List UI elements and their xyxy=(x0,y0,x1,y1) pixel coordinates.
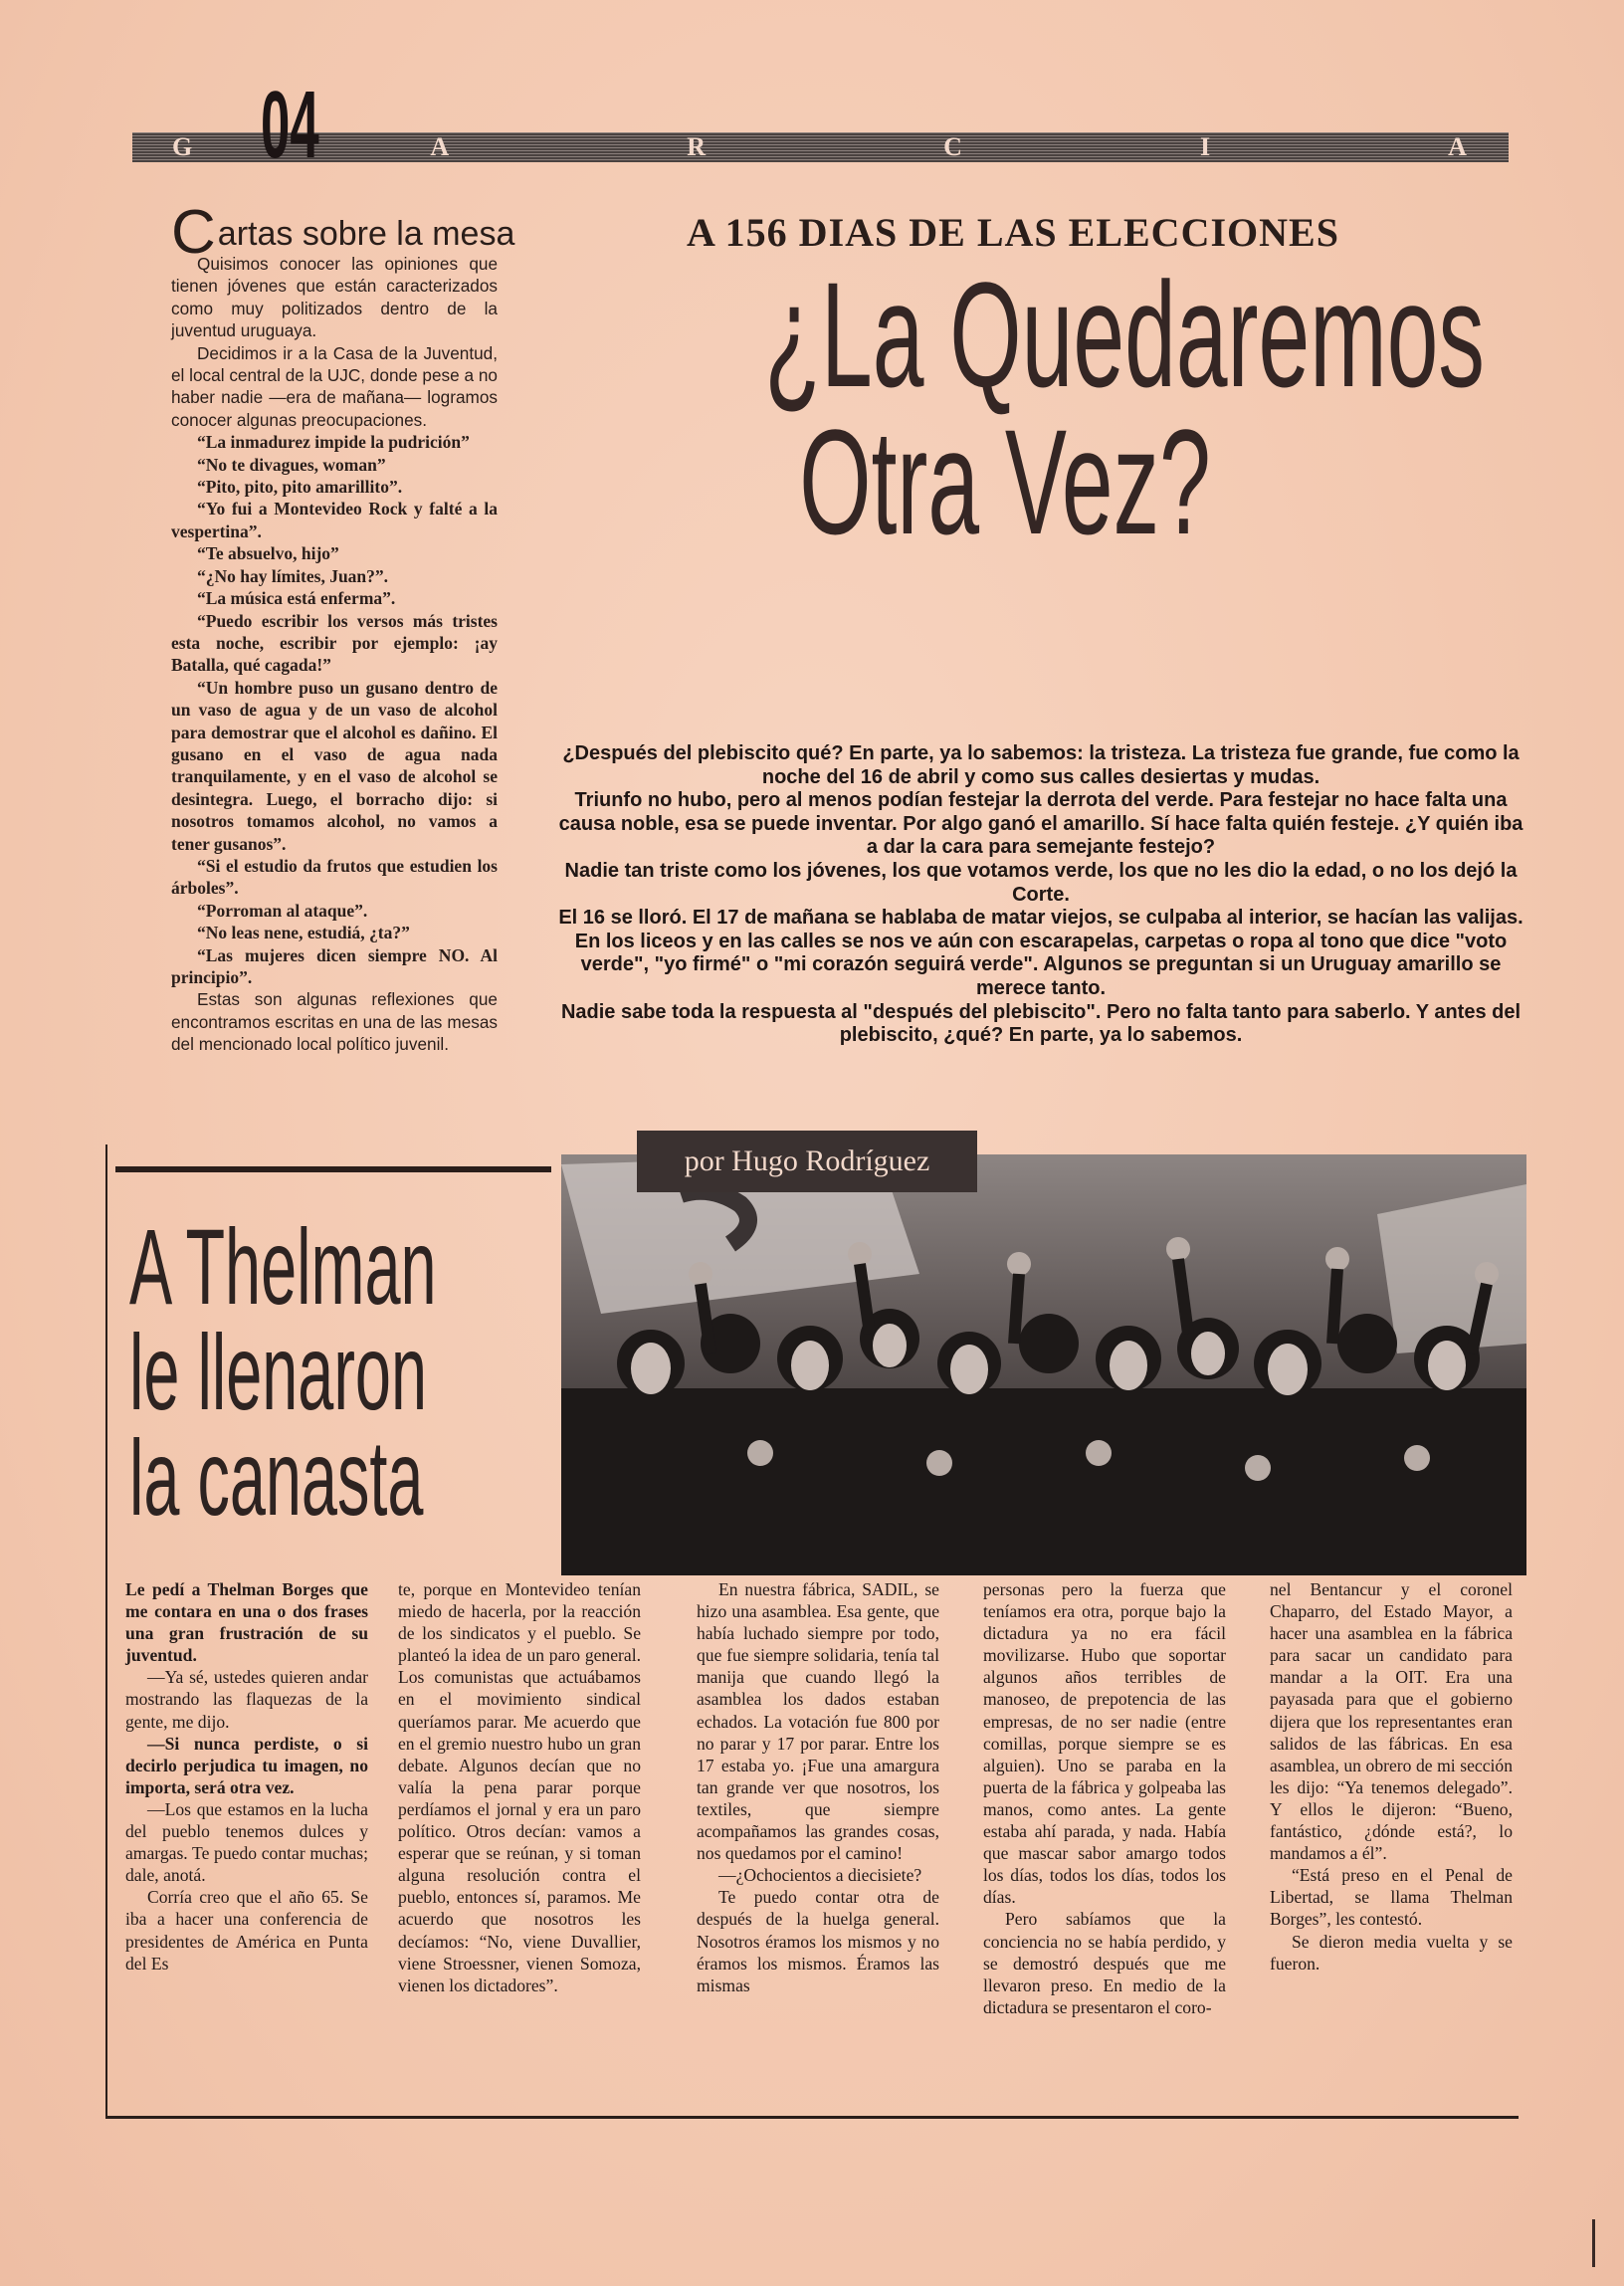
letters-paragraph: Quisimos conocer las opiniones que tienen jóvenes que están caracterizados como muy politizados dentro de la juventud uruguaya. xyxy=(171,254,498,341)
article-paragraph: Pero sabíamos que la conciencia no se había perdido, y se demostró después que me llevaron preso. En medio de la dictadura se presentaron el coro- xyxy=(983,1909,1226,2017)
feature-column-4 xyxy=(983,1578,1226,2018)
article-paragraph: En nuestra fábrica, SADIL, se hizo una asamblea. Esa gente, que había luchado siempre por todo, que fue siempre solidaria, tenía tal manija que cuando llegó la asamblea los dados estaban echados. La votación fue 800 por no parar y 17 por parar. Entre los 17 estaba yo. ¡Fue una amargura tan grande ver que nosotros, los textiles, que siempre acompañamos las grandes cosas, nos quedamos por el camino! xyxy=(697,1579,939,1864)
article-paragraph: Te puedo contar otra de después de la huelga general. Nosotros éramos los mismos y no éramos los mismos. Éramos las mismas xyxy=(697,1887,939,1995)
letters-paragraph: “Si el estudio da frutos que estudien los árboles”. xyxy=(171,855,498,899)
masthead-letter: R xyxy=(687,132,708,161)
feature-frame-left xyxy=(105,1144,107,2118)
masthead-letter: I xyxy=(1199,132,1213,161)
letters-paragraph: “La inmadurez impide la pudrición” xyxy=(197,432,470,453)
article-paragraph: —Si nunca perdiste, o si decirlo perjudica tu imagen, no importa, será otra vez. xyxy=(125,1733,368,1797)
deck-paragraph: En los liceos y en las calles se nos ve aún con escarapelas, carpetas o ropa al tono que dice "voto verde", "yo firmé" o "mi corazón seguirá verde". Algunos se preguntan si un Uruguay amarillo se merece tanto. xyxy=(574,930,1508,999)
feature-title-line-2: le llenaron xyxy=(129,1312,428,1432)
feature-title xyxy=(129,1206,547,1538)
deck-paragraph: El 16 se lloró. El 17 de mañana se hablaba de matar viejos, se culpaba al interior, se hacían las valijas. xyxy=(558,907,1523,930)
feature-title-line-3: la canasta xyxy=(129,1417,424,1538)
headline-line-2: Otra Vez? xyxy=(799,398,1211,565)
letters-paragraph: “Puedo escribir los versos más tristes esta noche, escribir por ejemplo: ¡ay Batalla, qué cagada!” xyxy=(171,610,498,676)
feature-bottom-rule xyxy=(105,2116,1519,2119)
letters-paragraph: “¿No hay límites, Juan?”. xyxy=(197,565,389,586)
crowd-photo xyxy=(561,1154,1526,1575)
letters-paragraph: “Yo fui a Montevideo Rock y falté a la vespertina”. xyxy=(171,499,498,541)
letters-paragraph: “No leas nene, estudiá, ¿ta?” xyxy=(197,923,410,943)
letters-paragraph: “Porroman al ataque”. xyxy=(197,900,368,921)
masthead-letter: A xyxy=(430,132,452,161)
letters-paragraph: “Te absuelvo, hijo” xyxy=(197,543,339,564)
masthead-letter: C xyxy=(943,132,964,161)
article-paragraph: Se dieron media vuelta y se fueron. xyxy=(1270,1931,1513,1974)
masthead-letter: A xyxy=(1448,132,1469,161)
article-paragraph: —Ya sé, ustedes quieren andar mostrando las flaquezas de la gente, me dijo. xyxy=(125,1667,368,1732)
letters-column-body xyxy=(171,253,498,1056)
crowd-photo-illustration xyxy=(561,1154,1526,1575)
feature-column-2 xyxy=(398,1578,641,1996)
article-paragraph: personas pero la fuerza que teníamos era otra, porque bajo la dictadura ya no era fácil movilizarse. Hubo que soportar algunos años terribles de manoseo, de prepotencia de las empresas, de no ser nadie (entre comillas, porque siempre se es alguien). Uno se paraba en la puerta de la fábrica y golpeaba las manos, como antes. La gente estaba ahí parada, y nada. Había que mascar sabor amargo todos los días, todos los días, todos los días. xyxy=(983,1579,1226,1908)
article-paragraph: —¿Ochocientos a diecisiete? xyxy=(718,1865,922,1886)
letters-paragraph: “Un hombre puso un gusano dentro de un vaso de agua y de un vaso de alcohol para demostrar que el alcohol es dañino. El gusano en el vaso de agua nada tranquilamente, y en el vaso de alcohol se desintegra. Luego, el borracho dijo: si nosotros tomamos alcohol, no vamos a tener gusanos”. xyxy=(171,677,498,854)
article-paragraph: te, porque en Montevideo tenían miedo de hacerla, por la reacción de los sindicatos y el pueblo. Se planteó la idea de un paro general. Los comunistas que actuábamos en el movimiento sindical queríamos parar. Me acuerdo que en el gremio nuestro hubo un gran debate. Algunos decían que no valía la pena parar porque perdíamos el jornal y era un paro político. Otros decían: vamos a esperar que se reúnan, y si toman alguna resolución contra el pueblo, entonces sí, paramos. Me acuerdo que nosotros les decíamos: “No, viene Duvallier, viene Stroessner, vienen Somoza, vienen los dictadores”. xyxy=(398,1579,641,1995)
lead-kicker: A 156 DIAS DE LAS ELECCIONES xyxy=(687,210,1339,255)
letters-paragraph: “Las mujeres dicen siempre NO. Al principio”. xyxy=(171,944,498,987)
masthead-bar xyxy=(132,132,1509,162)
letters-paragraph: “No te divagues, woman” xyxy=(197,454,386,475)
letters-paragraph: Decidimos ir a la Casa de la Juventud, el local central de la UJC, donde pese a no haber nadie —era de mañana— logramos conocer algunas preocupaciones. xyxy=(171,342,498,430)
deck-paragraph: Nadie sabe toda la respuesta al "después del plebiscito". Pero no falta tanto para saberlo. Y antes del plebiscito, ¿qué? En parte, ya lo sabemos. xyxy=(560,1000,1522,1047)
feature-title-line-1: A Thelman xyxy=(129,1206,437,1327)
feature-column-5 xyxy=(1270,1578,1513,1974)
feature-column-1 xyxy=(125,1578,368,1974)
article-paragraph: Le pedí a Thelman Borges que me contara en una o dos frases una gran frustración de su juventud. xyxy=(125,1579,368,1666)
letters-paragraph: “La música está enferma”. xyxy=(197,588,396,609)
page-edge-mark xyxy=(1592,2219,1595,2267)
title-initial: C xyxy=(171,198,216,267)
article-paragraph: Corría creo que el año 65. Se iba a hacer una conferencia de presidentes de América en Punta del Es xyxy=(125,1887,368,1974)
feature-column-3 xyxy=(697,1578,939,1996)
lead-deck xyxy=(553,742,1528,1048)
deck-paragraph: ¿Después del plebiscito qué? En parte, ya lo sabemos: la tristeza. La tristeza fue grande, fue como la noche del 16 de abril y como sus calles desiertas y mudas. xyxy=(562,742,1520,788)
headline-line-1: ¿La Quedaremos xyxy=(764,251,1485,418)
deck-paragraph: Nadie tan triste como los jóvenes, los que votamos verde, los que no les dio la edad, o no los dejó la Corte. xyxy=(564,859,1518,906)
byline-box: por Hugo Rodríguez xyxy=(637,1131,977,1192)
article-paragraph: “Está preso en el Penal de Libertad, se llama Thelman Borges”, les contestó. xyxy=(1270,1865,1513,1930)
title-rest: artas sobre la mesa xyxy=(217,215,515,253)
letters-paragraph: Estas son algunas reflexiones que encontramos escritas en una de las mesas del mencionado local político juvenil. xyxy=(171,989,498,1055)
feature-top-rule xyxy=(115,1166,551,1172)
article-paragraph: nel Bentancur y el coronel Chaparro, del Estado Mayor, a hacer una asamblea en la fábrica para sacar un candidato para mandar a la OIT. Era una payasada para que el gobierno dijera que los representantes eran salidos de las fábricas. En esa asamblea, un obrero de mi sección les dijo: “Ya tenemos delegado”. Y ellos le dijeron: “Bueno, fantástico, ¿dónde está?, lo mandamos a él”. xyxy=(1270,1579,1513,1864)
deck-paragraph: Triunfo no hubo, pero al menos podían festejar la derrota del verde. Para festejar no hace falta una causa noble, esa se puede inventar. Por algo ganó el amarillo. Sí hace falta quién festeje. ¿Y quién iba a dar la cara para semejante festejo? xyxy=(558,789,1523,859)
page-number: 04 xyxy=(261,72,319,178)
letters-paragraph: “Pito, pito, pito amarillito”. xyxy=(197,477,403,498)
article-paragraph: —Los que estamos en la lucha del pueblo tenemos dulces y amargas. Te puedo contar muchas; dale, anotá. xyxy=(125,1798,368,1886)
lead-headline xyxy=(617,251,1485,565)
masthead-letter: G xyxy=(172,132,195,161)
